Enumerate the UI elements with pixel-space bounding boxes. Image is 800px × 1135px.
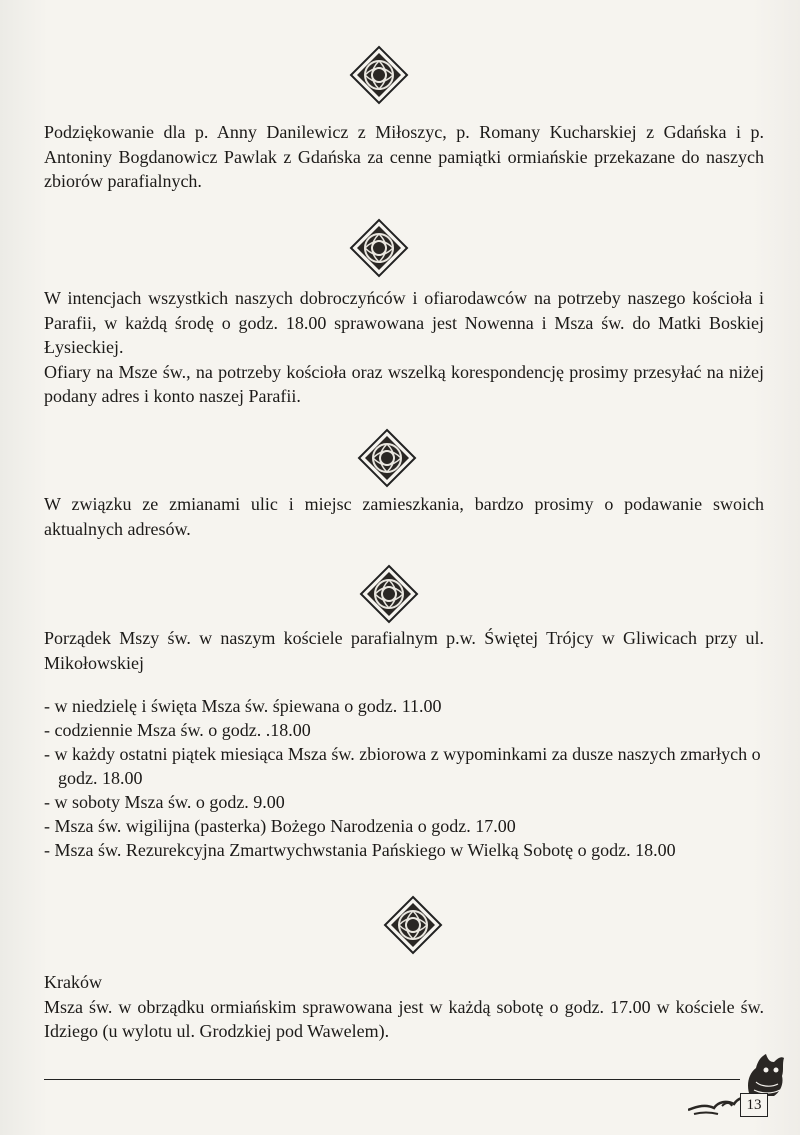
- intentions-paragraph-2: Ofiary na Msze św., na potrzeby kościoła oraz wszelką korespondencję prosimy przesyłać na niżej podany adres i konto naszej Parafii.: [44, 361, 764, 406]
- schedule-item: - w soboty Msza św. o godz. 9.00: [44, 792, 285, 812]
- thanks-text: Podziękowanie dla p. Anny Danilewicz z Miłoszyc, p. Romany Kucharskiej z Gdańska i p. Antoniny Bogdanowicz Pawlak z Gdańska za cenne pamiątki ormiańskie przekazane do naszych zbiorów parafialnych.: [44, 122, 764, 191]
- schedule-item: - Msza św. Rezurekcyjna Zmartwychwstania Pańskiego w Wielką Sobotę o godz. 18.00: [44, 840, 676, 860]
- intentions-paragraph-1: W intencjach wszystkich naszych dobroczyńców i ofiarodawców na potrzeby naszego kościoła i Parafii, w każdą środę o godz. 18.00 sprawowana jest Nowenna i Msza św. do Matki Boskiej Łysieckiej.: [44, 288, 764, 357]
- page-number: 13: [740, 1093, 768, 1117]
- ornament-icon: [349, 45, 409, 105]
- schedule-item: - Msza św. wigilijna (pasterka) Bożego Narodzenia o godz. 17.00: [44, 816, 516, 836]
- schedule-item: - w niedzielę i święta Msza św. śpiewana o godz. 11.00: [44, 696, 442, 716]
- schedule-list: [44, 694, 764, 862]
- addresses-text: W związku ze zmianami ulic i miejsc zamieszkania, bardzo prosimy o podawanie swoich aktualnych adresów.: [44, 494, 764, 539]
- footer-rule: [44, 1079, 740, 1080]
- schedule-intro: [44, 626, 764, 675]
- krakow-heading: Kraków: [44, 972, 102, 992]
- cat-illustration-icon: [688, 1052, 788, 1122]
- krakow-text: Msza św. w obrządku ormiańskim sprawowana jest w każdą sobotę o godz. 17.00 w kościele św. Idziego (u wylotu ul. Grodzkiej pod Wawelem).: [44, 996, 764, 1041]
- addresses-paragraph: [44, 492, 764, 541]
- thanks-paragraph: [44, 120, 764, 194]
- schedule-intro-text: Porządek Mszy św. w naszym kościele parafialnym p.w. Świętej Trójcy w Gliwicach przy ul. Mikołowskiej: [44, 628, 764, 673]
- ornament-icon: [383, 895, 443, 955]
- ornament-icon: [349, 218, 409, 278]
- krakow-section: [44, 970, 764, 1044]
- ornament-icon: [357, 428, 417, 488]
- intentions-section: [44, 286, 764, 409]
- ornament-icon: [359, 564, 419, 624]
- schedule-item: - codziennie Msza św. o godz. .18.00: [44, 720, 311, 740]
- schedule-item: - w każdy ostatni piątek miesiąca Msza św. zbiorowa z wypominkami za dusze naszych zmarłych o godz. 18.00: [44, 744, 761, 788]
